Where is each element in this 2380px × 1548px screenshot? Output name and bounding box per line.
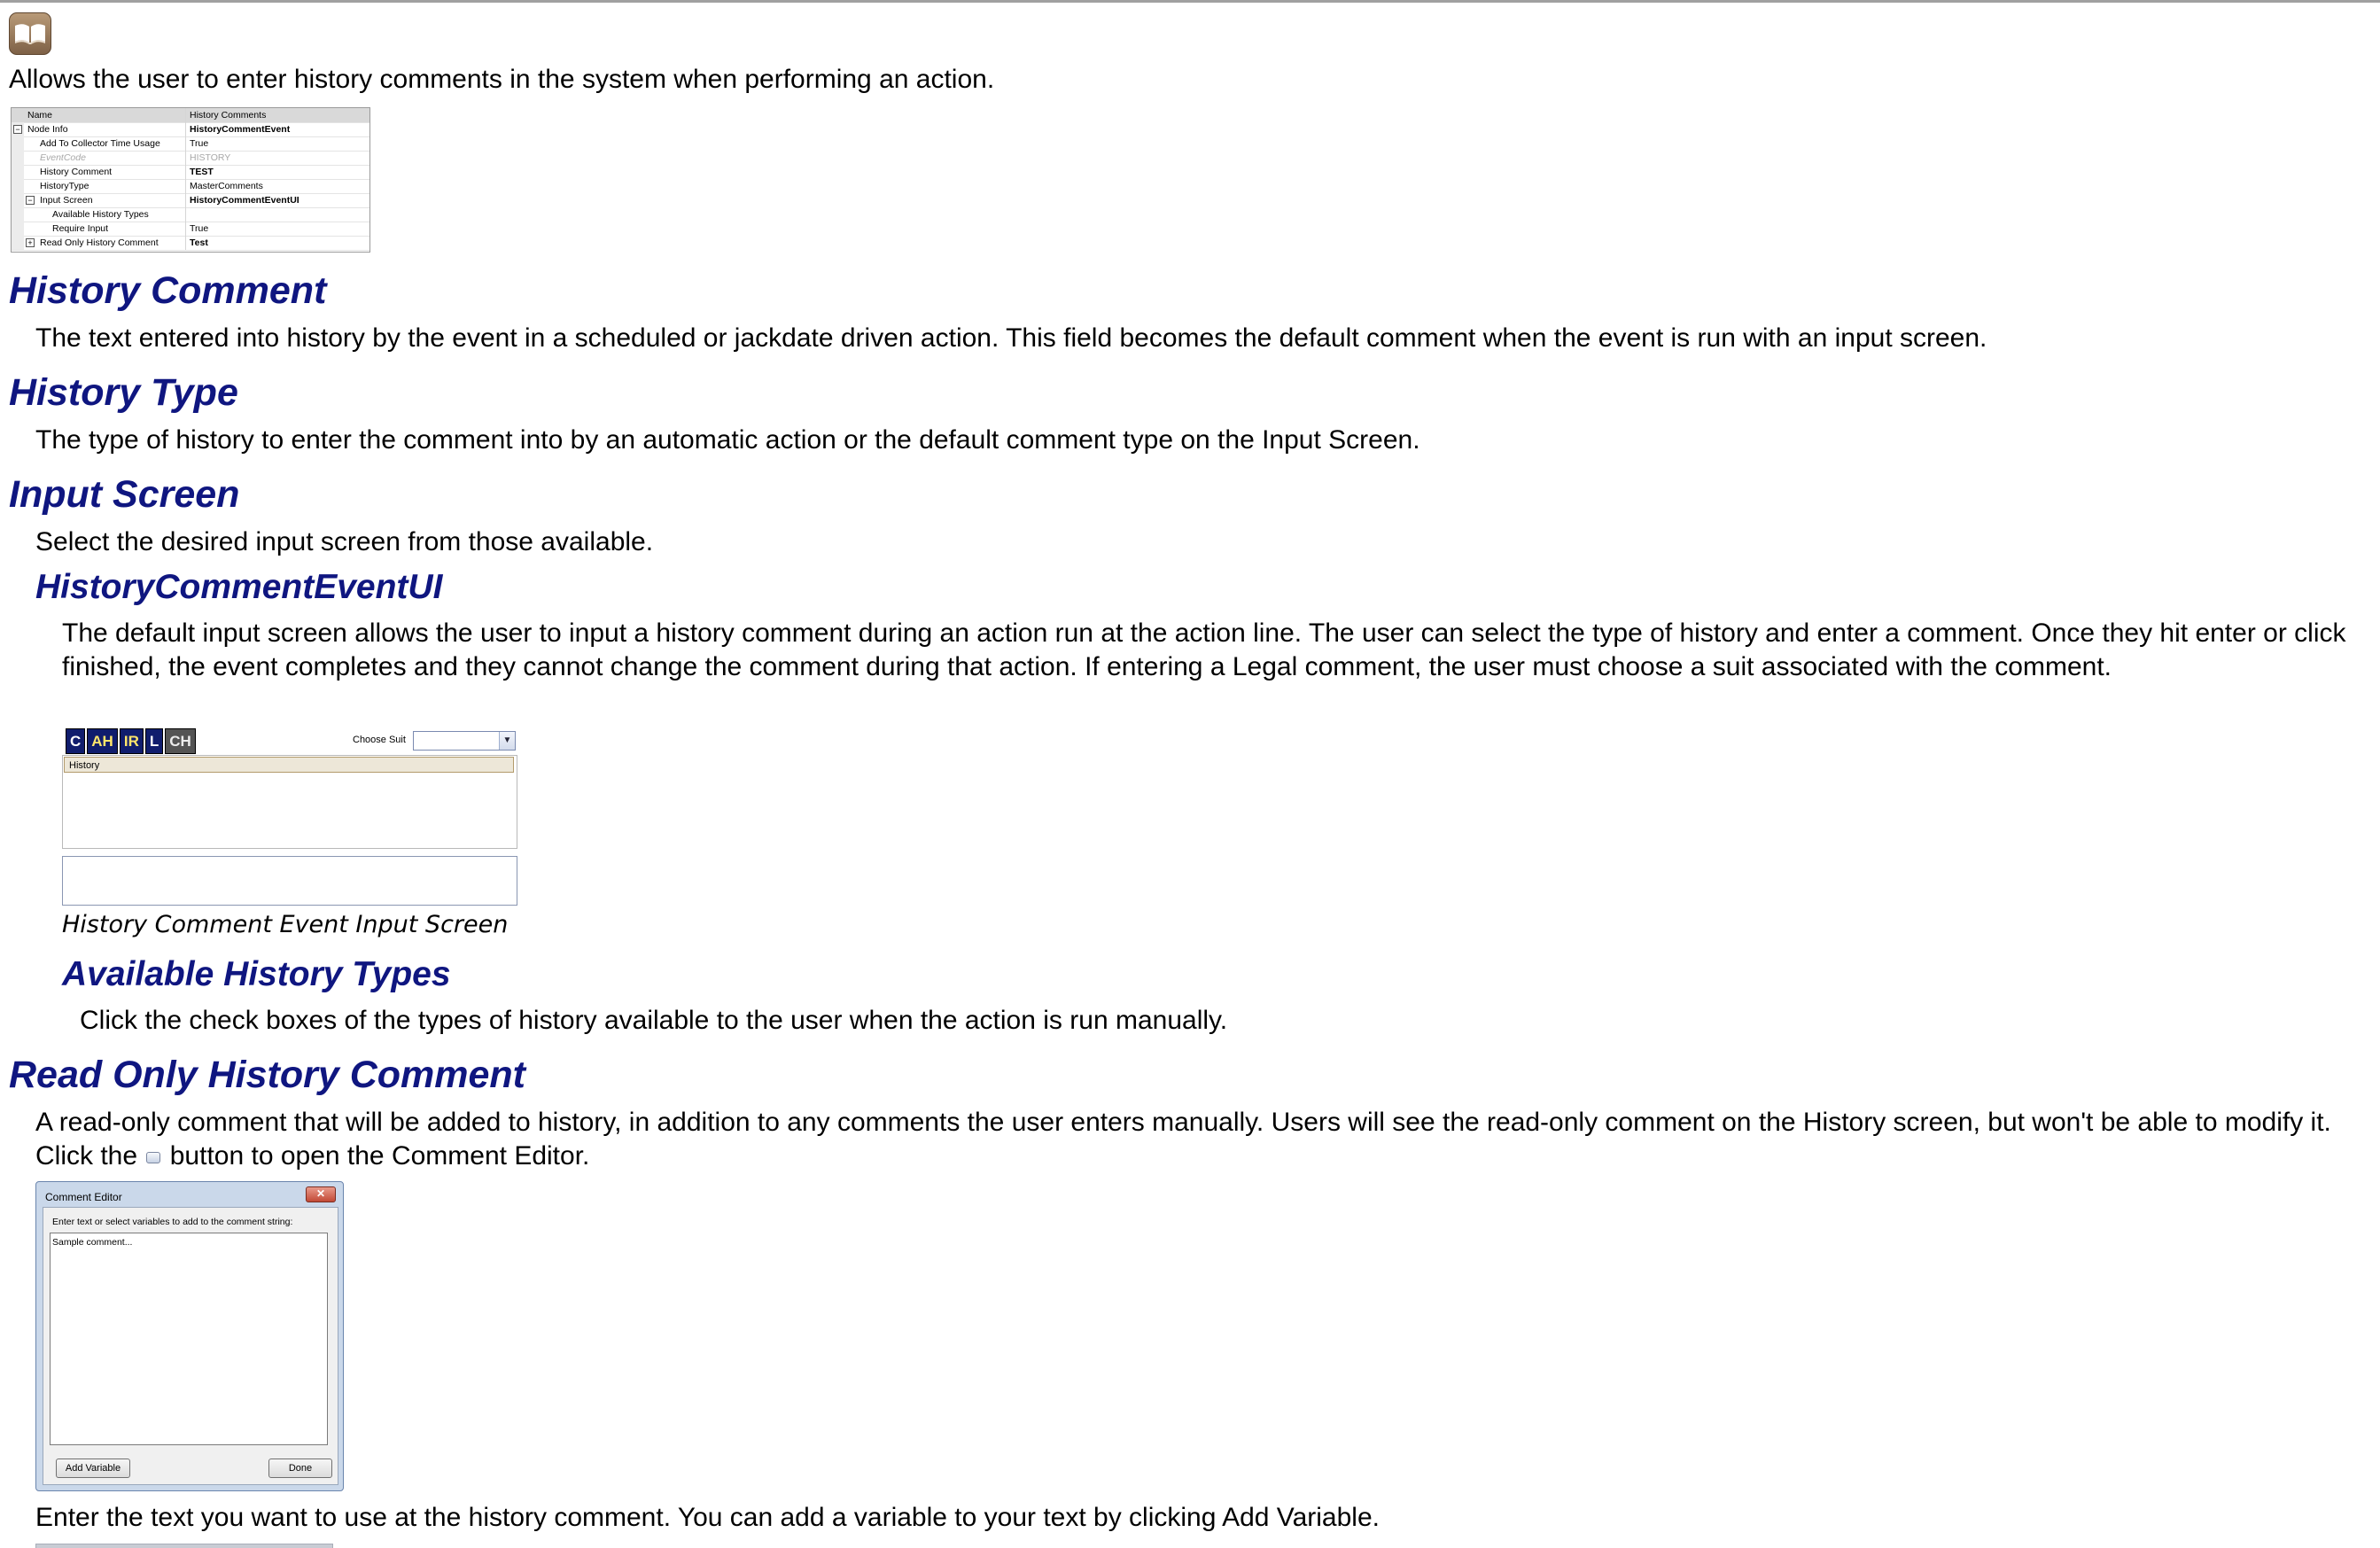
comment-editor-window	[35, 1181, 344, 1491]
choose-suit-select[interactable]	[413, 731, 516, 751]
heading-history-comment: History Comment	[9, 269, 327, 312]
input-screen-text: Select the desired input screen from those available.	[35, 527, 654, 556]
history-comment-text: The text entered into history by the event in a scheduled or jackdate driven action. This field becomes the default comment when the event is run with an input screen.	[35, 323, 1987, 353]
property-row: Require Input True	[12, 222, 369, 237]
top-border	[0, 0, 2380, 3]
input-screen-mockup	[62, 727, 517, 904]
final-text: Enter the text you want to use at the history comment. You can add a variable to your text by clicking Add Variable.	[35, 1503, 1380, 1532]
property-row: Available History Types	[12, 207, 369, 222]
tab-ah[interactable]: AH	[87, 728, 118, 754]
property-grid	[11, 107, 370, 253]
property-row: Name History Comments	[12, 108, 369, 123]
property-row: + Read Only History Comment Test	[12, 236, 369, 251]
property-row: History Comment TEST	[12, 165, 369, 180]
collapse-icon[interactable]: −	[26, 196, 35, 205]
add-variable-button[interactable]: Add Variable	[56, 1459, 130, 1478]
history-panel	[62, 755, 517, 849]
collapse-icon[interactable]: −	[13, 125, 22, 134]
available-history-types-text: Click the check boxes of the types of history available to the user when the action is run manually.	[80, 1006, 1228, 1035]
property-row: − Input Screen HistoryCommentEventUI	[12, 193, 369, 208]
comment-textarea[interactable]: Sample comment...	[50, 1233, 328, 1445]
tab-ch[interactable]: CH	[165, 728, 196, 754]
tab-l[interactable]: L	[145, 728, 163, 754]
heading-input-screen: Input Screen	[9, 473, 240, 516]
editor-client	[43, 1207, 338, 1485]
heading-available-history-types: Available History Types	[62, 955, 451, 993]
read-only-history-comment-text: A read-only comment that will be added to history, in addition to any comments the user enters manually. Users will see the read-only comment on the History screen, but won't be able to modify it. Click the button to open the Comment Editor.	[35, 1108, 2331, 1171]
book-icon	[9, 12, 51, 55]
comment-editor-button[interactable]	[146, 1152, 160, 1163]
next-screenshot-edge	[35, 1544, 333, 1548]
heading-read-only-history-comment: Read Only History Comment	[9, 1054, 525, 1096]
figure-caption: History Comment Event Input Screen	[62, 911, 509, 938]
heading-history-comment-event-ui: HistoryCommentEventUI	[35, 568, 443, 606]
heading-history-type: History Type	[9, 371, 238, 414]
property-row: EventCode HISTORY	[12, 151, 369, 166]
property-row: HistoryType MasterComments	[12, 179, 369, 194]
expand-icon[interactable]: +	[26, 238, 35, 247]
history-type-text: The type of history to enter the comment into by an automatic action or the default comment type on the Input Screen.	[35, 425, 1420, 455]
history-comment-event-ui-text: The default input screen allows the user to input a history comment during an action run at the action line. The user can select the type of history and enter a comment. Once they hit enter or click finished, the event completes and they cannot change the comment during that action. If entering a Legal comment, the user must choose a suit associated with the comment.	[62, 618, 2346, 681]
property-row: Add To Collector Time Usage True	[12, 136, 369, 152]
history-type-tabs	[66, 728, 196, 752]
done-button[interactable]: Done	[268, 1459, 332, 1478]
tab-c[interactable]: C	[66, 728, 85, 754]
choose-suit-label: Choose Suit	[353, 735, 406, 745]
history-header: History	[64, 757, 514, 773]
tab-ir[interactable]: IR	[120, 728, 144, 754]
comment-input[interactable]	[62, 856, 517, 906]
editor-prompt: Enter text or select variables to add to the comment string:	[52, 1217, 293, 1227]
close-icon[interactable]: ✕	[306, 1186, 336, 1202]
window-title: Comment Editor	[45, 1191, 122, 1203]
property-row: − Node Info HistoryCommentEvent	[12, 122, 369, 137]
intro-text: Allows the user to enter history comments in the system when performing an action.	[9, 65, 995, 94]
chevron-down-icon[interactable]: ▼	[499, 732, 515, 750]
